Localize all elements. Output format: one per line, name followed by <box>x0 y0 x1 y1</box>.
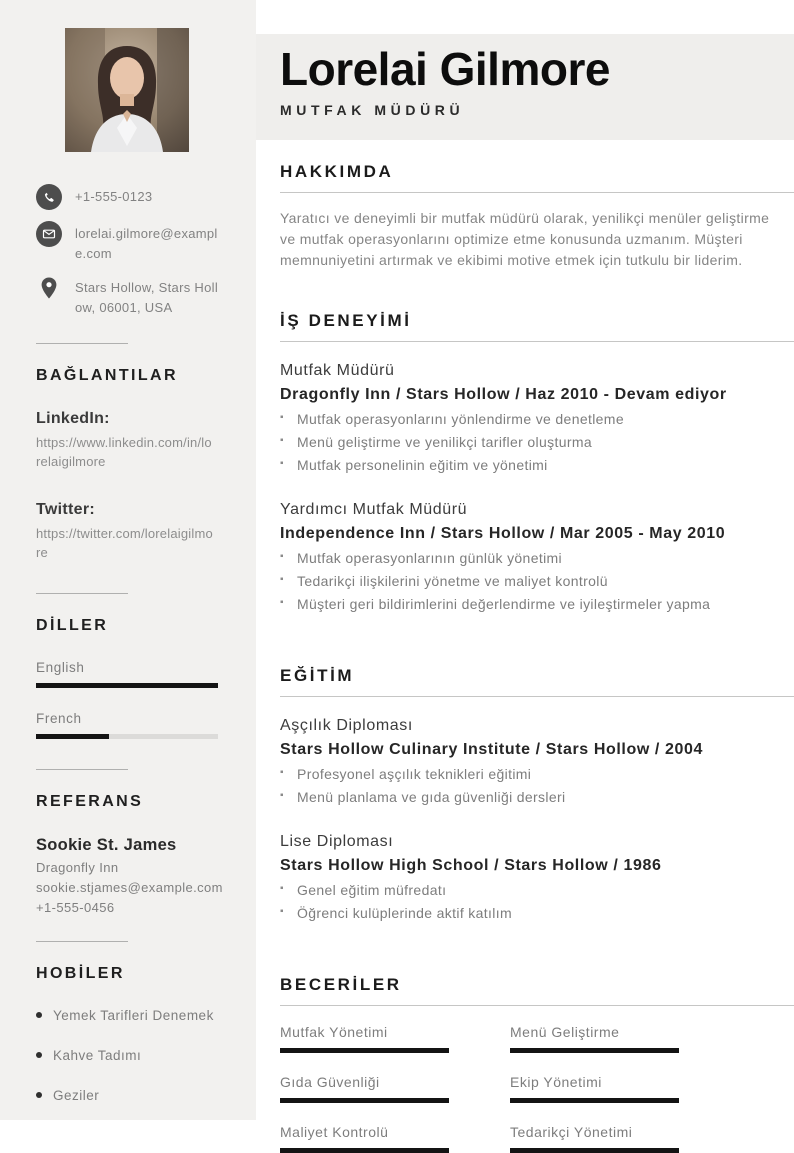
language-bar-french <box>36 734 218 739</box>
location-icon <box>36 275 62 301</box>
reference-phone: +1-555-0456 <box>36 899 115 915</box>
about-section <box>256 162 794 271</box>
skill-name: Menü Geliştirme <box>510 1024 620 1040</box>
education-bullet: ▪ Profesyonel aşçılık teknikleri eğitimi <box>280 767 794 790</box>
header-band <box>256 34 794 140</box>
profile-photo-wrap <box>36 28 218 152</box>
skill-name: Ekip Yönetimi <box>510 1074 602 1090</box>
education-entry <box>280 717 794 813</box>
language-bar-english <box>36 683 218 688</box>
job-bullet: ▪ Menü geliştirme ve yenilikçi tarifler oluşturma <box>280 435 794 458</box>
school-meta: Stars Hollow High School / Stars Hollow / 1986 <box>280 857 662 874</box>
experience-section <box>256 311 794 620</box>
person-name: Lorelai Gilmore <box>280 43 610 95</box>
job-bullet: ▪ Mutfak personelinin eğitim ve yönetimi <box>280 458 794 481</box>
email-text: lorelai.gilmore@example.com <box>75 226 218 262</box>
sidebar-divider <box>36 769 128 770</box>
education-bullet: ▪ Genel eğitim müfredatı <box>280 883 794 906</box>
language-name-english: English <box>36 659 85 675</box>
skill-bar <box>280 1098 449 1103</box>
job-bullet: ▪ Mutfak operasyonlarının günlük yönetimi <box>280 551 794 574</box>
main-column <box>256 0 794 1140</box>
language-bar-fill <box>36 683 218 688</box>
contact-email <box>36 221 222 264</box>
email-icon <box>36 221 62 247</box>
experience-entry <box>280 501 794 620</box>
portrait-placeholder <box>65 28 189 152</box>
job-bullet: ▪ Mutfak operasyonlarını yönlendirme ve denetleme <box>280 412 794 435</box>
skills-section <box>256 975 794 1153</box>
skill-item <box>510 1074 679 1103</box>
job-meta: Independence Inn / Stars Hollow / Mar 2005 - May 2010 <box>280 525 726 542</box>
about-text: Yaratıcı ve deneyimli bir mutfak müdürü olarak, yenilikçi menüler geliştirme ve mutfak operasyonlarını optimize etme konusunda uzmanım. Müşteri memnuniyetini artırmak ve ekibimi motive etmek için tutkulu bir liderim. <box>280 210 770 268</box>
job-bullet: ▪ Tedarikçi ilişkilerini yönetme ve maliyet kontrolü <box>280 574 794 597</box>
skill-name: Maliyet Kontrolü <box>280 1124 389 1140</box>
skills-grid <box>280 1024 794 1153</box>
sidebar-divider <box>36 941 128 942</box>
bullet-dot-icon <box>36 1052 42 1058</box>
contact-location <box>36 275 222 318</box>
degree-title: Lise Diploması <box>280 833 394 850</box>
hobby-item <box>36 1008 236 1023</box>
job-title: Yardımcı Mutfak Müdürü <box>280 501 468 518</box>
skill-bar-fill <box>280 1098 449 1103</box>
skill-item <box>510 1024 679 1053</box>
job-bullets <box>280 551 794 620</box>
sidebar-divider <box>36 343 128 344</box>
hobby-text: Kahve Tadımı <box>53 1047 142 1063</box>
reference-company: Dragonfly Inn <box>36 859 119 875</box>
phone-icon <box>36 184 62 210</box>
sidebar-divider <box>36 593 128 594</box>
skill-name: Mutfak Yönetimi <box>280 1024 388 1040</box>
skill-item <box>280 1024 449 1053</box>
sidebar <box>0 0 256 1120</box>
hobby-item <box>36 1048 236 1063</box>
hobbies-heading: HOBİLER <box>36 964 125 982</box>
reference-heading: REFERANS <box>36 792 144 810</box>
skill-name: Gıda Güvenliği <box>280 1074 380 1090</box>
skill-bar <box>510 1148 679 1153</box>
job-meta: Dragonfly Inn / Stars Hollow / Haz 2010 - Devam ediyor <box>280 386 727 403</box>
education-bullet: ▪ Menü planlama ve gıda güvenliği dersleri <box>280 790 794 813</box>
reference-name: Sookie St. James <box>36 835 177 854</box>
person-title: MUTFAK MÜDÜRÜ <box>280 101 465 118</box>
bullet-dot-icon <box>36 1092 42 1098</box>
skill-bar-fill <box>510 1048 679 1053</box>
skill-bar-fill <box>510 1148 679 1153</box>
skill-bar <box>510 1098 679 1103</box>
hobby-text: Geziler <box>53 1087 100 1103</box>
skills-heading: BECERİLER <box>280 975 794 1006</box>
skill-bar-fill <box>280 1048 449 1053</box>
school-meta: Stars Hollow Culinary Institute / Stars Hollow / 2004 <box>280 741 704 758</box>
experience-entry <box>280 362 794 481</box>
skill-item <box>510 1124 679 1153</box>
location-text: Stars Hollow, Stars Hollow, 06001, USA <box>75 280 219 316</box>
phone-text: +1-555-0123 <box>75 189 153 204</box>
education-heading: EĞİTİM <box>280 666 794 697</box>
degree-title: Aşçılık Diploması <box>280 717 413 734</box>
linkedin-label: LinkedIn: <box>36 409 110 427</box>
contact-list <box>36 184 222 319</box>
hobby-item <box>36 1088 236 1103</box>
skill-item <box>280 1074 449 1103</box>
education-bullet: ▪ Öğrenci kulüplerinde aktif katılım <box>280 906 794 929</box>
contact-phone <box>36 184 222 210</box>
education-bullets <box>280 767 794 813</box>
linkedin-url[interactable]: https://www.linkedin.com/in/lorelaigilmore <box>36 434 212 470</box>
bullet-dot-icon <box>36 1012 42 1018</box>
education-entry <box>280 833 794 929</box>
job-bullets <box>280 412 794 481</box>
education-section <box>256 666 794 929</box>
twitter-url[interactable]: https://twitter.com/lorelaigilmore <box>36 525 213 561</box>
language-bar-fill <box>36 734 109 739</box>
skill-bar <box>510 1048 679 1053</box>
skill-bar-fill <box>280 1148 449 1153</box>
skill-item <box>280 1124 449 1153</box>
skill-bar <box>280 1048 449 1053</box>
skill-bar-fill <box>510 1098 679 1103</box>
twitter-label: Twitter: <box>36 500 95 518</box>
job-title: Mutfak Müdürü <box>280 362 395 379</box>
about-heading: HAKKIMDA <box>280 162 794 193</box>
hobby-text: Yemek Tarifleri Denemek <box>53 1007 214 1023</box>
profile-photo <box>65 28 189 152</box>
links-heading: BAĞLANTILAR <box>36 366 178 384</box>
languages-heading: DİLLER <box>36 616 109 634</box>
job-bullet: ▪ Müşteri geri bildirimlerini değerlendirme ve iyileştirmeler yapma <box>280 597 794 620</box>
education-bullets <box>280 883 794 929</box>
reference-email: sookie.stjames@example.com <box>36 879 223 895</box>
experience-heading: İŞ DENEYİMİ <box>280 311 794 342</box>
skill-bar <box>280 1148 449 1153</box>
language-name-french: French <box>36 710 82 726</box>
skill-name: Tedarikçi Yönetimi <box>510 1124 633 1140</box>
